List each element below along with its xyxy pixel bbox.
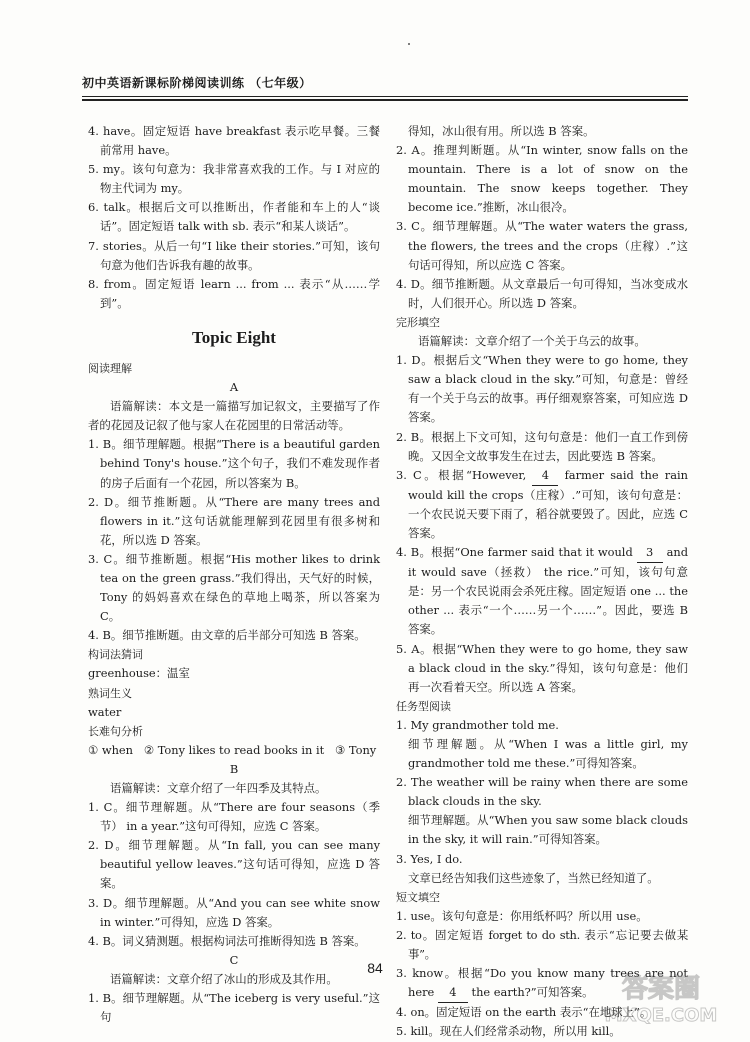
answer-item: 1. B。细节理解题。根据“There is a beautiful garden behind Tony's house.”这个句子，我们不难发现作者的房子后面有一个花园，所以答案为 B。 bbox=[88, 437, 380, 490]
answer-text: 3. know。根据“Do you know many trees are not here bbox=[396, 966, 688, 1000]
answer-text: the earth?”可知答案。 bbox=[467, 985, 594, 1000]
answer-note: 细节理解题。从“When I was a little girl, my grandmother told me these.”可得知答案。 bbox=[408, 737, 688, 771]
watermark-logo bbox=[586, 967, 736, 1027]
answer-item: 4. B。词义猜测题。根据构词法可推断得知选 B 答案。 bbox=[88, 933, 366, 948]
answer-item: 3. C。细节推断题。根据“His mother likes to drink tea on the green grass.”我们得出，天气好的时候，Tony 的妈妈喜欢在绿色的草地上喝茶，所以答案为 C。 bbox=[88, 551, 380, 624]
svg-text:答案圈: 答案圈 bbox=[621, 974, 701, 1004]
answer-item bbox=[396, 466, 688, 543]
answer-item: 2. D。细节推断题。从“There are many trees and flowers in it.”这句话就能理解到花园里有很多树和花，所以选 D 答案。 bbox=[88, 494, 380, 547]
answer-item: 3. Yes, I do. bbox=[396, 851, 463, 866]
passage-intro: 语篇解读：本文是一篇描写加记叙文，主要描写了作者的花园及记叙了他与家人在花园里的日常活动等。 bbox=[88, 399, 380, 433]
answer-text: farmer said the rain would kill the crops（庄稼）.”可知，该句句意是：一个农民说天要下雨了，稻谷就要毁了。因此，应选 C 答案。 bbox=[408, 467, 688, 540]
sentence-answers: ① when ② Tony likes to read books in it ③ Tony bbox=[88, 742, 377, 757]
answer-item: 1. My grandmother told me. bbox=[396, 717, 559, 732]
part-label: C bbox=[229, 952, 239, 967]
answer-item: 5. A。根据“When they were to go home, they saw a black cloud in the sky.”得知，该句句意是：他们再一次看着天空。所以选 A 答案。 bbox=[396, 641, 688, 694]
answer-item: 2. D。细节理解题。从“In fall, you can see many beautiful yellow leaves.”这句话可得知，应选 D 答案。 bbox=[88, 838, 380, 891]
answer-item: 8. from。固定短语 learn ... from ... 表示“从……学到”。 bbox=[88, 276, 380, 310]
answer-item: 3. C。细节理解题。从“The water waters the grass, the flowers, the trees and the crops（庄稼）.”这句话可得知，所以应选 C 答案。 bbox=[396, 219, 688, 272]
part-label: B bbox=[229, 761, 239, 776]
svg-text:MXQE.COM: MXQE.COM bbox=[604, 1005, 718, 1026]
section-heading: 长难句分析 bbox=[88, 724, 143, 738]
section-heading: 完形填空 bbox=[396, 315, 440, 329]
answer-item: 1. D。根据后文“When they were to go home, they saw a black cloud in the sky.”可知，句意是：曾经有一个关于乌云的故事。再仔细观察答案，可知应选 D 答案。 bbox=[396, 353, 688, 425]
header-rule bbox=[82, 96, 688, 97]
blank-number: 4 bbox=[532, 466, 558, 486]
answer-item: 5. my。该句句意为：我非常喜欢我的工作。与 I 对应的物主代词为 my。 bbox=[88, 162, 380, 196]
answer-item: 2. The weather will be rainy when there are some black clouds in the sky. bbox=[396, 775, 688, 809]
answer-item bbox=[396, 543, 688, 639]
scan-speck bbox=[408, 43, 410, 45]
answer-note: 文章已经告知我们这些迹象了，当然已经知道了。 bbox=[408, 870, 659, 885]
running-header: 初中英语新课标阶梯阅读训练 （七年级） bbox=[82, 76, 312, 90]
blank-number: 4 bbox=[438, 983, 468, 1003]
answer-item: 7. stories。从后一句“I like their stories.”可知，该句句意为他们告诉我有趣的故事。 bbox=[88, 238, 380, 272]
answer-item: 4. B。细节推断题。由文章的后半部分可知选 B 答案。 bbox=[88, 628, 366, 643]
blank-number: 3 bbox=[637, 543, 663, 563]
answer-item: 1. C。细节理解题。从“There are four seasons（季节） in a year.”这句可得知，应选 C 答案。 bbox=[88, 800, 380, 834]
passage-intro: 语篇解读：文章介绍了冰山的形成及其作用。 bbox=[110, 971, 338, 986]
right-column bbox=[396, 122, 688, 1042]
answer-note: 细节理解题。从“When you saw some black clouds in the sky, it will rain.”可得知答案。 bbox=[408, 813, 688, 847]
vocab-entry: water bbox=[88, 704, 122, 719]
section-heading: 短文填空 bbox=[396, 890, 440, 904]
answer-item: 2. A。推理判断题。从“In winter, snow falls on the mountain. There is a lot of snow on the mountain. The snow keeps together. They become ice.”推断，冰山很冷。 bbox=[396, 143, 688, 215]
answer-item: 4. on。固定短语 on the earth 表示“在地球上”。 bbox=[396, 1005, 652, 1020]
answer-item: 4. have。固定短语 have breakfast 表示吃早餐。三餐前常用 have。 bbox=[88, 124, 380, 158]
left-column bbox=[88, 122, 380, 1027]
answer-item: 3. D。细节理解题。从“And you can see white snow in winter.”可得知，应选 D 答案。 bbox=[88, 895, 380, 929]
answer-item: 2. B。根据上下文可知，这句句意是：他们一直工作到傍晚。又因全文故事发生在过去，因此要选 B 答案。 bbox=[396, 429, 688, 463]
answer-text: and it would save（拯救） the rice.”可知，该句句意是：另一个农民说雨会杀死庄稼。固定短语 one ... the other ... 表示“一个……另一个……”。因此，要选 B 答案。 bbox=[408, 545, 688, 637]
answer-continuation: 得知，冰山很有用。所以选 B 答案。 bbox=[408, 124, 595, 138]
section-heading: 构词法猜词 bbox=[88, 648, 143, 662]
answer-item: 4. D。细节推断题。从文章最后一句可得知，当冰变成水时，人们很开心。所以选 D 答案。 bbox=[396, 276, 688, 310]
answer-item: 1. B。细节理解题。从“The iceberg is very useful.”这句 bbox=[88, 991, 380, 1025]
passage-intro: 语篇解读：文章介绍了一个关于乌云的故事。 bbox=[418, 334, 646, 349]
answer-item: 5. kill。现在人们经常杀动物，所以用 kill。 bbox=[396, 1024, 621, 1039]
section-heading: 任务型阅读 bbox=[396, 699, 451, 713]
answer-text: 4. B。根据“One farmer said that it would bbox=[396, 545, 637, 560]
section-heading: 熟词生义 bbox=[88, 686, 132, 700]
section-heading: 阅读理解 bbox=[88, 361, 132, 375]
answer-item: 6. talk。根据后文可以推断出，作者能和车上的人“谈话”。固定短语 talk with sb. 表示“和某人谈话”。 bbox=[88, 200, 380, 234]
part-label: A bbox=[229, 380, 239, 395]
vocab-entry: greenhouse：温室 bbox=[88, 666, 190, 681]
passage-intro: 语篇解读：文章介绍了一年四季及其特点。 bbox=[110, 781, 327, 795]
answer-text: 3. C。根据“However, bbox=[396, 467, 533, 482]
header-rule-thick bbox=[82, 99, 688, 101]
answer-item: 2. to。固定短语 forget to do sth. 表示“忘记要去做某事”。 bbox=[396, 927, 688, 962]
topic-title: Topic Eight bbox=[192, 327, 276, 347]
answer-item: 1. use。该句句意是：你用纸杯吗？所以用 use。 bbox=[396, 908, 648, 923]
page-number: 84 bbox=[367, 960, 383, 976]
